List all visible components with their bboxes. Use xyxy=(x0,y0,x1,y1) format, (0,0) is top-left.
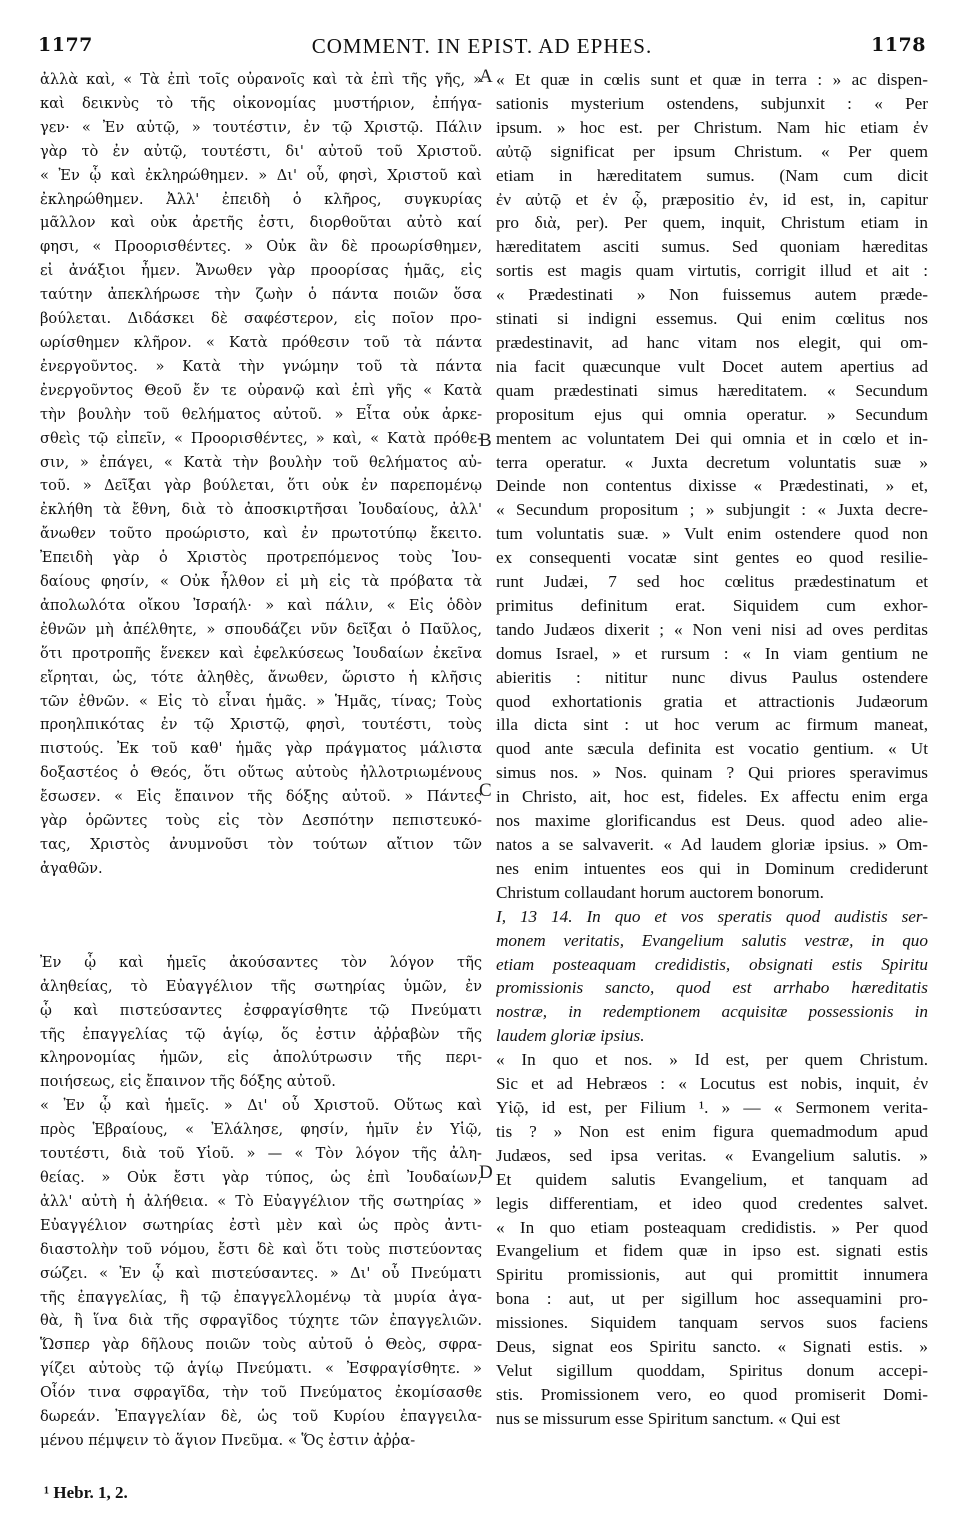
text-line: γεν· « Ἐν αὐτῷ, » τουτέστιν, ἐν τῷ Χριστῷ. Πάλιν xyxy=(40,118,482,136)
text-line: Judæos, sed ipsa veritas. « Evangelium salutis. » xyxy=(496,1145,928,1165)
text-line: εἴρηται, ὡς, τότε ἀληθὲς, ἄνωθεν, ὥριστο ἡ κλῆσις xyxy=(40,668,482,686)
text-line: pro διὰ, per). Per quem, inquit, Christum etiam in xyxy=(496,213,928,233)
text-line: πιστούς. Ἐκ τοῦ καθ' ἡμᾶς γὰρ πράγματος μάλιστα xyxy=(40,740,482,758)
text-line: terra operatur. « Juxta decretum voluntatis suæ » xyxy=(496,452,928,472)
text-line: σθεὶς τῷ εἰπεῖν, « Προορισθέντες, » καὶ, « Κατὰ πρόθε- xyxy=(40,429,482,447)
greek-paragraph-3 xyxy=(40,1094,482,1453)
text-line: γίζει αὐτοὺς τῷ ἁγίῳ Πνεύματι. « Ἐσφραγίσθητε. » xyxy=(40,1360,482,1378)
text-line: « Ἐν ᾧ καὶ ἐκληρώθημεν. » Δι' οὗ, φησὶ, Χριστοῦ καὶ xyxy=(40,166,482,184)
text-line: etiam posteaquam credidistis, obsignati estis Spiritu xyxy=(496,954,928,974)
text-line: nostræ, in redemptionem acquisitæ possessionis in xyxy=(496,1002,928,1022)
text-line: σιν, » ἐπάγει, « Κατὰ τὴν βουλὴν τοῦ θελήματος αὐ- xyxy=(40,453,482,471)
text-line: Ἐπειδὴ γὰρ ὁ Χριστὸς προτρεπόμενος τοὺς Ἰου- xyxy=(40,549,482,567)
text-line: ποιήσεως, εἰς ἔπαινον τῆς δόξης αὐτοῦ. xyxy=(40,1073,336,1091)
greek-column xyxy=(40,68,482,1453)
text-line: μένου πέμψειν τὸ ἅγιον Πνεῦμα. « Ὅς ἐστιν ἀῤῥα- xyxy=(40,1431,416,1449)
text-line: stinati si indigni essemus. Qui enim cœlitus nos xyxy=(496,309,928,329)
greek-verse-paragraph xyxy=(40,951,482,1094)
latin-paragraph-3 xyxy=(496,1048,928,1431)
text-line: simus nos. » Nos. quinam ? Qui priores speravimus xyxy=(496,763,928,783)
text-line: ex consequenti vocatæ sint gentes eo quod resilie- xyxy=(496,548,928,568)
text-line: ἀληθείας, τὸ Εὐαγγέλιον τῆς σωτηρίας ὑμῶν, ἐν xyxy=(40,977,482,995)
text-line: τῆς ἐπαγγελίας τῷ ἁγίῳ, ὅς ἐστιν ἀῤῥαβὼν τῆς xyxy=(40,1025,482,1043)
text-line: Ὥσπερ γὰρ δῆλους ποιῶν τοὺς αὐτοῦ ὁ Θεὸς, σφρα- xyxy=(40,1336,482,1354)
text-line: propositum ejus qui omnia operatur. » Secundum xyxy=(496,404,928,424)
text-line: τῶν ἐθνῶν. « Εἰς τὸ εἶναι ἡμᾶς. » Ἡμᾶς, τίνας; Τοὺς xyxy=(40,692,482,710)
text-line: bona : aut, ut per sigillum hoc assequamini pro- xyxy=(496,1289,928,1309)
margin-marker-a: A xyxy=(479,66,493,87)
text-line: ἐν αὐτῷ et ἐν ᾧ, præpositio ἐν, id est, in, capitur xyxy=(496,189,928,209)
text-line: quod ante sæcula definita est vocatio gentium. « Ut xyxy=(496,739,928,759)
text-line: runt Judæi, 7 sed hoc cœlitus prædestinatum et xyxy=(496,572,928,592)
text-line: γὰρ τὸ ἐν αὐτῷ, τουτέστι, δι' αὐτοῦ τοῦ Χριστοῦ. xyxy=(40,142,482,160)
text-line: τῆς ἐπαγγελίας, ἢ τῷ ἐπαγγελλομένῳ τὰ μυρία ἀγα- xyxy=(40,1288,482,1306)
page-number-right: 1178 xyxy=(871,34,926,56)
text-line: διαστολὴν τοῦ νόμου, ἔστι δὲ καὶ ὅτι τοὺς πιστεύοντας xyxy=(40,1240,482,1258)
text-line: « In quo et nos. » Id est, per quem Christum. xyxy=(496,1050,928,1070)
text-line: ipsum. » hoc est. per Christum. Nam hic etiam ἐν xyxy=(496,117,928,137)
text-line: nes enim intuentes eos qui in Dominum crediderunt xyxy=(496,858,928,878)
text-line: « Secundum propositum ; » subjungit : « Juxta decre- xyxy=(496,500,928,520)
text-line: illa dicta sint : ut hoc verum ac firmum maneat, xyxy=(496,715,928,735)
latin-column xyxy=(496,68,928,1431)
text-line: tis ? » Non est enim figura quemadmodum apud xyxy=(496,1121,928,1141)
text-line: Deus, signat eos Spiritu sancto. « Signati estis. » xyxy=(496,1337,928,1357)
text-line: missiones. Siquidem tanquam servos suos faciens xyxy=(496,1313,928,1333)
text-line: Evangelium et fidem quæ in ipso est. signati estis xyxy=(496,1241,928,1261)
text-line: Velut sigillum quoddam, Spiritus donum accepi- xyxy=(496,1360,928,1380)
text-line: ἀλλὰ καὶ, « Τὰ ἐπὶ τοῖς οὐρανοῖς καὶ τὰ ἐπὶ τῆς γῆς, » xyxy=(40,71,482,88)
margin-marker-b: B xyxy=(479,430,492,451)
greek-paragraph-1 xyxy=(40,68,482,881)
text-line: Ἐν ᾧ καὶ ἡμεῖς ἀκούσαντες τὸν λόγον τῆς xyxy=(40,953,482,971)
text-line: nus se missurum esse Spiritum sanctum. « Qui est xyxy=(496,1408,841,1428)
text-line: φησι, « Προορισθέντες. » Οὐκ ἂν δὲ προωρίσθημεν, xyxy=(40,238,482,256)
text-line: ταύτην ἀπεκλήρωσε τὴν ζωὴν ὁ πάντα ποιῶν ὅσα xyxy=(40,286,482,304)
text-line: abieritis : nititur nunc divus Paulus ostendere xyxy=(496,667,928,687)
text-line: sationis mysterium ostendens, subjunxit : « Per xyxy=(496,93,928,113)
text-line: Et quidem salutis Evangelium, et tanquam ad xyxy=(496,1169,928,1189)
text-line: δοξαστέος ὁ Θεός, ὅτι οὕτως αὐτοὺς ἠλλοτριωμένους xyxy=(40,764,482,782)
text-line: prædestinavit, ad hanc vitam nos elegit, qui om- xyxy=(496,332,928,352)
text-line: « In quo etiam posteaquam credidistis. » Per quod xyxy=(496,1217,928,1237)
margin-marker-d: D xyxy=(479,1162,493,1183)
text-line: Christum collaudant horum auctorem bonorum. xyxy=(496,882,824,902)
text-line: ἀγαθῶν. xyxy=(40,859,103,877)
text-line: legis differentiam, et ideo quod credentes salvet. xyxy=(496,1193,928,1213)
text-line: εἰ ἀνάξιοι ἦμεν. Ἄνωθεν γὰρ προορίσας ἡμᾶς, εἰς xyxy=(40,262,482,280)
text-line: θείας. » Οὐκ ἔστι γὰρ τύπος, ὡς ἐπὶ Ἰουδαίων, xyxy=(40,1168,482,1186)
text-line: Sic et ad Hebræos : « Locutus est nobis, inquit, ἐν xyxy=(496,1074,928,1094)
text-line: nia facit quæcunque vult Docet autem apertius ad xyxy=(496,356,928,376)
text-line: πρὸς Ἑβραίους, « Ἐλάλησε, φησίν, ἡμῖν ἐν Υἱῷ, xyxy=(40,1121,482,1139)
text-line: γὰρ ὁρῶντες τοὺς εἰς τὸν Δεσπότην πεπιστευκό- xyxy=(40,812,482,830)
text-line: τὴν βουλὴν τοῦ θελήματος αὐτοῦ. » Εἶτα οὐκ ἀρκε- xyxy=(40,405,482,423)
text-line: nos maxime glorificandus est Deus. quod adeo alie- xyxy=(496,811,928,831)
text-line: hæreditatem asciti sumus. Sed quoniam hæreditas xyxy=(496,237,928,257)
text-line: « Prædestinati » Non fuissemus autem præde- xyxy=(496,285,928,305)
text-line: Spiritu promissionis, aut qui promittit innumera xyxy=(496,1265,928,1285)
text-line: ωρίσθημεν κλῆρον. « Κατὰ πρόθεσιν τοῦ τὰ πάντα xyxy=(40,333,482,351)
text-line: ἀλλ' αὐτὴ ἡ ἀλήθεια. « Τὸ Εὐαγγέλιον τῆς σωτηρίας » xyxy=(40,1192,482,1210)
text-line: προηλπικότας ἐν τῷ Χριστῷ, φησὶ, τουτέστι, τοὺς xyxy=(40,716,482,734)
text-line: ἐκληρώθημεν. Ἀλλ' ἐπειδὴ ὁ κλῆρος, συγκυρίας xyxy=(40,190,482,208)
margin-marker-c: C xyxy=(479,780,492,801)
text-line: ἔσωσεν. « Εἰς ἔπαινον τῆς δόξης αὐτοῦ. » Πάντες xyxy=(40,788,482,806)
text-line: σώζει. « Ἐν ᾧ καὶ πιστεύσαντες. » Δι' οὗ Πνεύματι xyxy=(40,1264,482,1282)
text-line: stis. Promissionem vero, eo quod promiserit Domi- xyxy=(496,1384,928,1404)
text-line: tum voluntatis suæ. » Vult enim ostendere quod non xyxy=(496,524,928,544)
text-line: « Ἐν ᾧ καὶ ἡμεῖς. » Δι' οὗ Χριστοῦ. Οὕτως καὶ xyxy=(40,1097,482,1115)
text-line: τας, Χριστὸς ἀνυμνοῦσι τὸν τούτων αἴτιον τῶν xyxy=(40,836,482,853)
text-line: αὐτῷ significat per ipsum Christum. « Per quem xyxy=(496,141,928,161)
text-line: primitus definitum erat. Siquidem cum exhor- xyxy=(496,595,928,615)
text-line: quod exhortationis gratia et attractionis Judæorum xyxy=(496,691,928,711)
text-line: I, 13 14. In quo et vos speratis quod audistis ser- xyxy=(496,906,928,926)
text-line: Οἷόν τινα σφραγῖδα, τὴν τοῦ Πνεύματος ἐκομίσασθε xyxy=(40,1384,482,1402)
text-line: sortis est magis quam virtutis, corrigit illud et ait : xyxy=(496,261,928,281)
text-line: monem veritatis, Evangelium salutis vestræ, in quo xyxy=(496,930,928,950)
page-number-left: 1177 xyxy=(38,34,93,56)
text-line: μᾶλλον καὶ οὐκ ἀρετῆς ἐστι, διορθοῦται αὐτὸ καί xyxy=(40,214,482,232)
text-line: in Christo, ait, hoc est, fideles. Ex affectu enim erga xyxy=(496,787,928,807)
text-line: ᾧ καὶ πιστεύσαντες ἐσφραγίσθητε τῷ Πνεύματι xyxy=(40,1001,482,1019)
text-line: Deinde non contentus dixisse « Prædestinati, » et, xyxy=(496,476,928,496)
text-line: ἄνωθεν τοῦτο προώριστο, καὶ ἐν πρωτοτύπῳ ἔκειτο. xyxy=(40,525,482,543)
text-line: promissionis sancto, quod est arrhabo hæreditatis xyxy=(496,978,928,998)
text-line: ἀπολωλότα οἴκου Ἰσραήλ· » καὶ πάλιν, « Εἰς ὁδὸν xyxy=(40,596,482,614)
page-header xyxy=(38,34,926,60)
text-line: ἐκλήθη τὰ ἔθνη, διὰ τὸ ἀποσκιρτῆσαι Ἰουδαίους, ἀλλ' xyxy=(40,501,482,519)
text-line: natos a se salvaverit. « Ad laudem gloriæ ipsius. » Om- xyxy=(496,835,928,854)
text-line: ὅτι προτροπῆς ἕνεκεν καὶ ἐφελκύσεως Ἰουδαίων ἐκεῖνα xyxy=(40,644,482,662)
latin-verse-paragraph xyxy=(496,905,928,1048)
text-line: ἐθνῶν μὴ ἀπέλθητε, » σπουδάζει νῦν δεῖξαι ὁ Παῦλος, xyxy=(40,620,482,638)
text-line: δωρεάν. Ἐπαγγελίαν δὲ, ὡς τοῦ Κυρίου ἐπαγγειλα- xyxy=(40,1408,482,1426)
text-line: laudem gloriæ ipsius. xyxy=(496,1026,645,1046)
running-title: COMMENT. IN EPIST. AD EPHES. xyxy=(311,34,653,58)
text-line: δαίους φησίν, « Οὐκ ἦλθον εἰ μὴ εἰς τὰ πρόβατα τὰ xyxy=(40,573,482,591)
text-line: mentem ac voluntatem Dei qui omnia et in cœlo et in- xyxy=(496,428,928,448)
text-line: καὶ δεικνὺς τὸ τῆς οἰκονομίας μυστήριον, ἐπήγα- xyxy=(40,94,482,112)
latin-paragraph-1 xyxy=(496,68,928,905)
text-line: ἐνεργοῦντος. » Κατὰ τὴν γνώμην τοῦ τὰ πάντα xyxy=(40,357,482,375)
text-line: quam prædestinati simus hæreditatem. « Secundum xyxy=(496,380,928,400)
text-line: « Et quæ in cœlis sunt et quæ in terra : » ac dispen- xyxy=(496,70,928,89)
text-line: domus Israel, » et rursum : « In viam gentium ne xyxy=(496,643,928,663)
text-line: etiam in hæreditatem sumus. (Nam cum dicit xyxy=(496,165,928,185)
text-line: tando Judæos dixerit ; « Non veni nisi ad oves perditas xyxy=(496,619,928,639)
text-line: τοῦ. » Δεῖξαι γὰρ βούλεται, ὅτι οὐκ ἐν παρεπομένῳ xyxy=(40,477,482,495)
text-line: Εὐαγγέλιον σωτηρίας ἐστὶ μὲν καὶ ὡς πρὸς ἀντι- xyxy=(40,1216,482,1234)
text-line: ἐνεργοῦντος Θεοῦ ἔν τε οὐρανῷ καὶ ἐπὶ γῆς « Κατὰ xyxy=(40,381,482,399)
text-line: τουτέστι, διὰ τοῦ Υἱοῦ. » — « Τὸν λόγον τῆς ἀλη- xyxy=(40,1145,482,1163)
text-line: Υἱῷ, id est, per Filium ¹. » — « Sermonem verita- xyxy=(496,1097,928,1117)
text-line: κληρονομίας ἡμῶν, εἰς ἀπολύτρωσιν τῆς περι- xyxy=(40,1049,482,1067)
footnote: ¹ Hebr. 1, 2. xyxy=(44,1483,128,1502)
text-line: θὰ, ἢ ἵνα διὰ τῆς σφραγῖδος τύχητε τῶν ἐπαγγελιῶν. xyxy=(40,1312,482,1330)
text-line: βούλεται. Διδάσκει δὲ σαφέστερον, εἰς ποῖον προ- xyxy=(40,310,482,328)
